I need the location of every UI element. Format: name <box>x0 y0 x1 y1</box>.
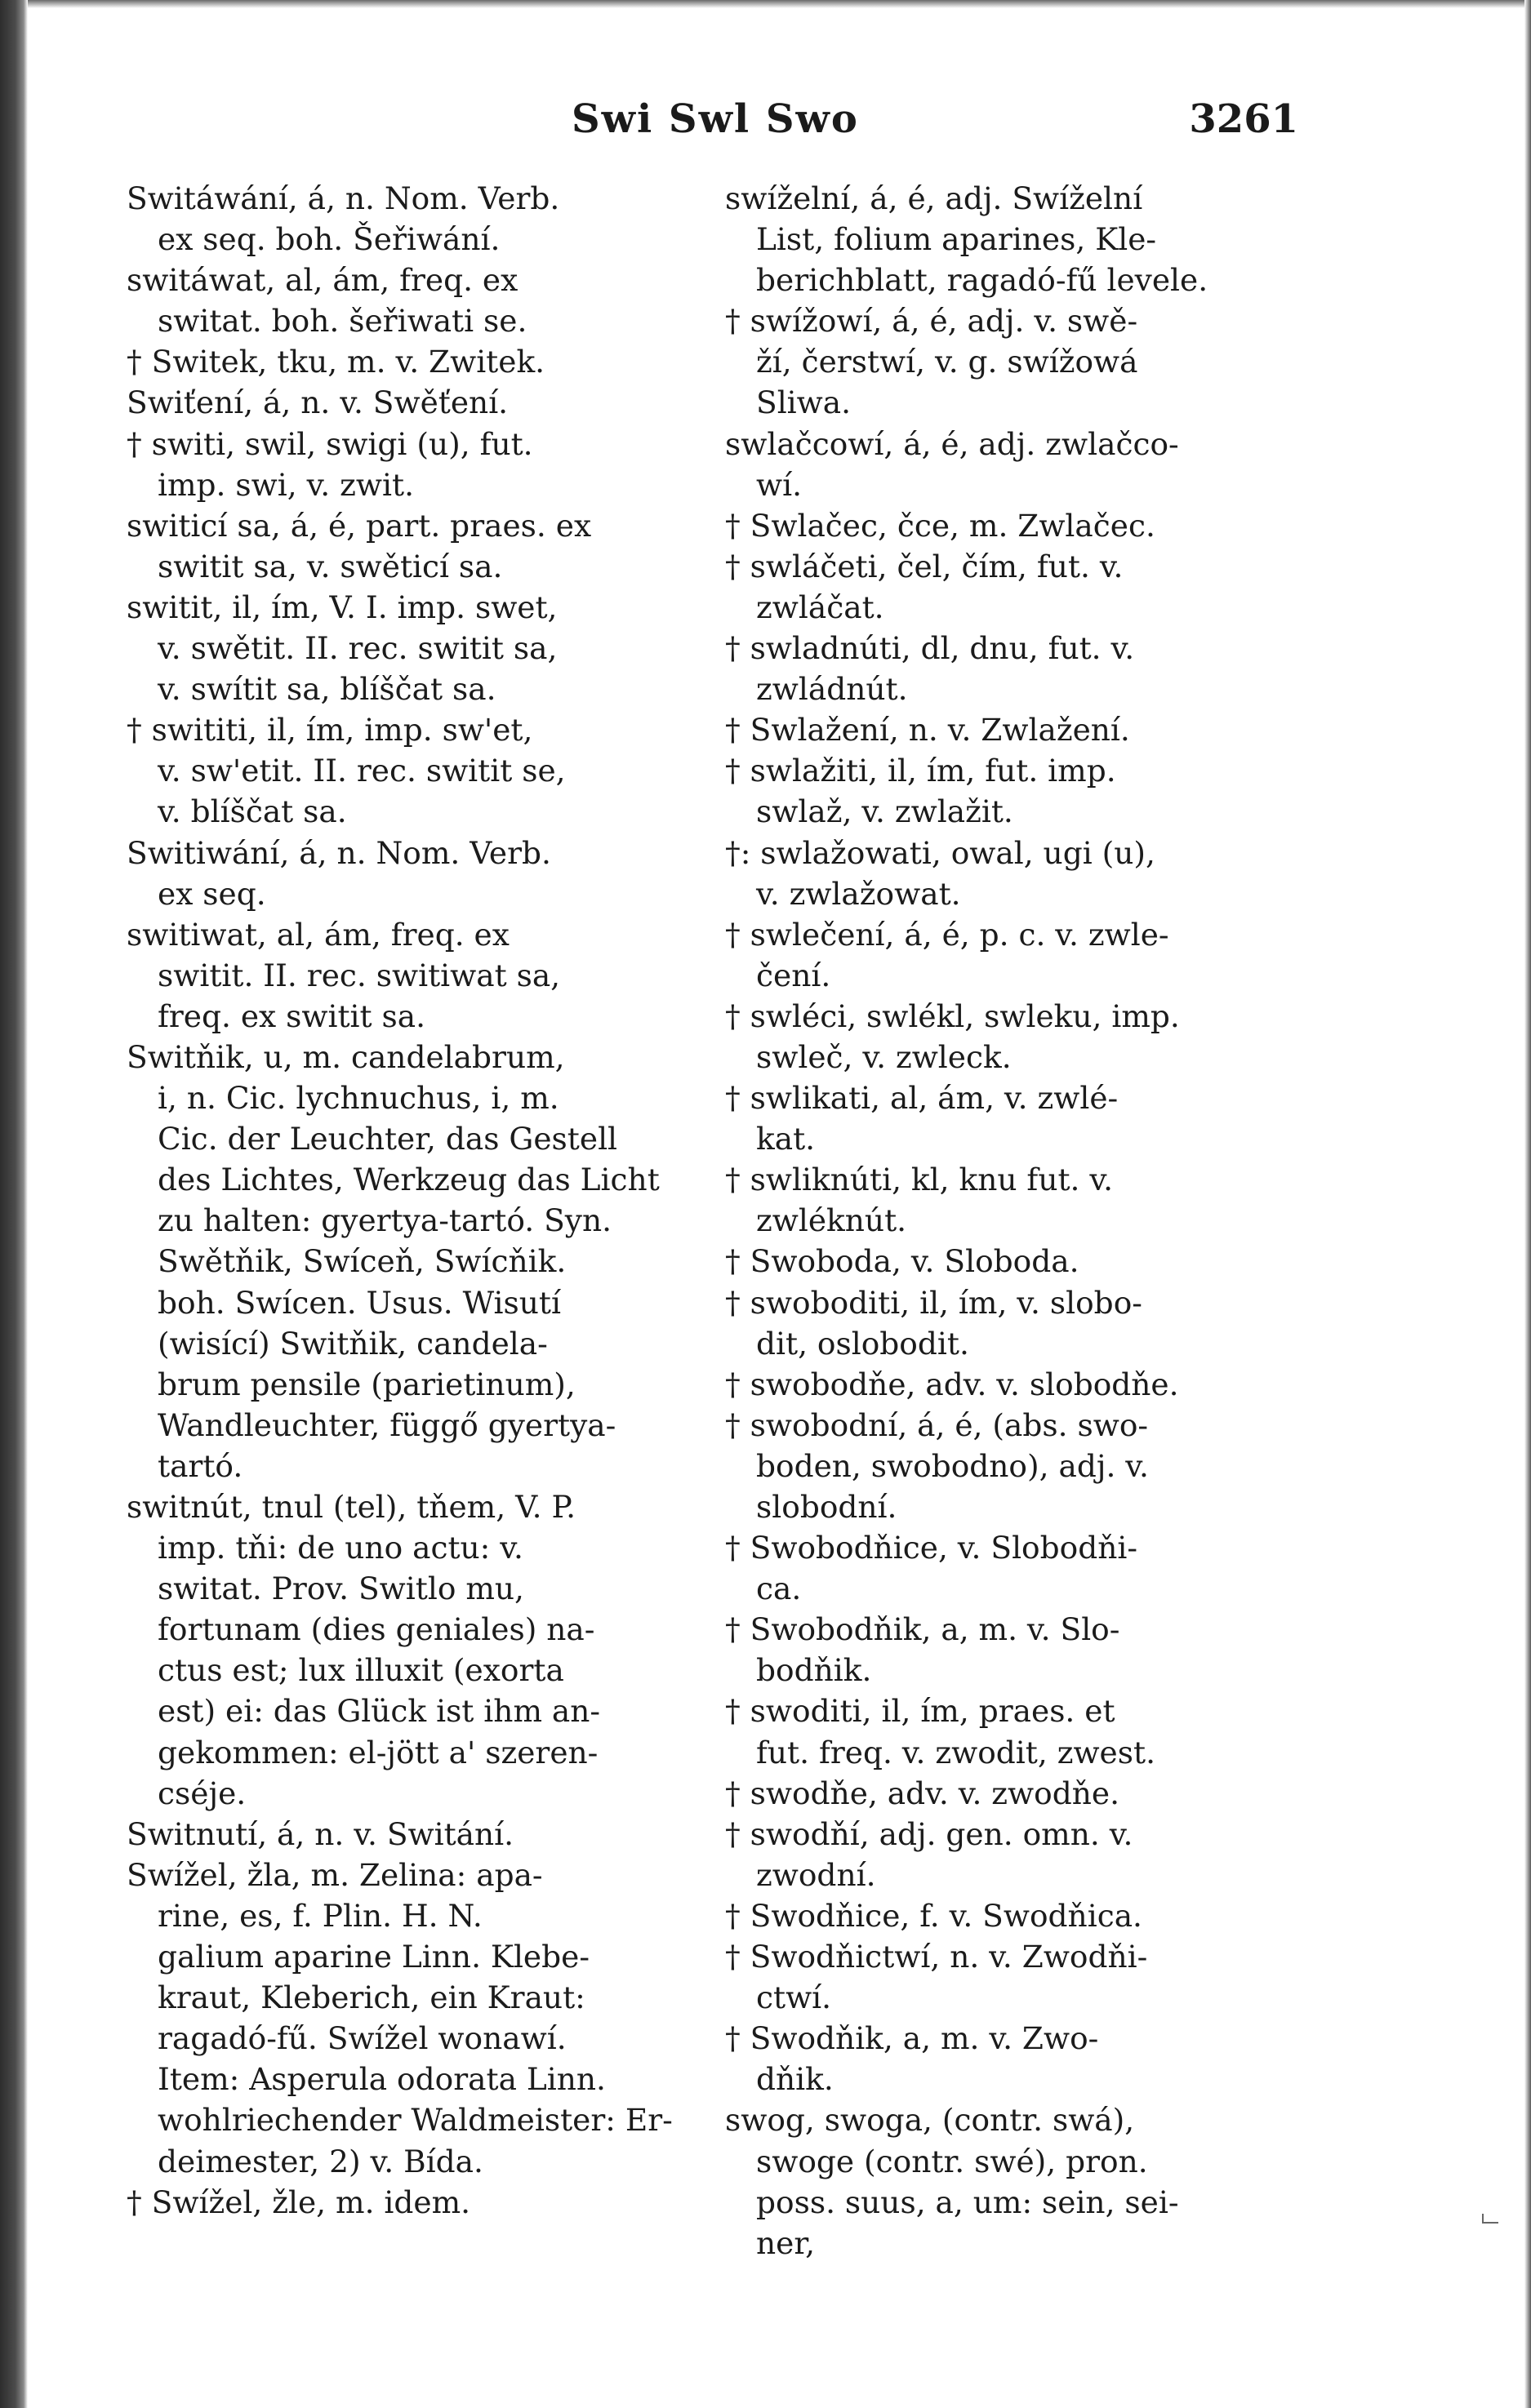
page-header <box>131 96 1298 153</box>
entry-line: Swětňik, Swíceň, Swícňik. <box>158 1243 567 1280</box>
entry-line: poss. suus, a, um: sein, sei- <box>756 2184 1179 2220</box>
entry-line: v. sw'etit. II. rec. switit se, <box>158 753 566 789</box>
entry-line: ex seq. boh. Šeřiwání. <box>158 221 501 258</box>
entry-line: boh. Swícen. Usus. Wisutí <box>158 1284 561 1321</box>
entry-line: † swoditi, il, ím, praes. et <box>725 1693 1115 1730</box>
entry-line: cséje. <box>158 1775 247 1811</box>
entry-line: † swititi, il, ím, imp. sw'et, <box>127 712 533 749</box>
entry-line: slobodní. <box>756 1489 897 1525</box>
entry-line: v. blíščat sa. <box>158 793 347 830</box>
entry-line: kat. <box>756 1121 816 1157</box>
page-number: 3261 <box>1189 96 1298 142</box>
entry-line: † swláčeti, čel, čím, fut. v. <box>725 548 1124 584</box>
scan-left-edge <box>0 0 28 2408</box>
entry-line: Switiwání, á, n. Nom. Verb. <box>127 834 551 871</box>
entry-line: ca. <box>756 1571 802 1607</box>
entry-line: † Swodňik, a, m. v. Zwo- <box>725 2020 1099 2057</box>
entry-line: boden, swobodno), adj. v. <box>756 1447 1149 1484</box>
entry-line: List, folium aparines, Kle- <box>756 221 1157 258</box>
entry-line: † swodňe, adv. v. zwodňe. <box>725 1775 1119 1811</box>
entry-line: switat. boh. šeřiwati se. <box>158 303 527 340</box>
entry-line: Swiťení, á, n. v. Swěťení. <box>127 384 509 421</box>
entry-line: † swlečení, á, é, p. c. v. zwle- <box>725 916 1169 953</box>
entry-line: gekommen: el-jött a' szeren- <box>158 1734 599 1770</box>
entry-line: †: swlažowati, owal, ugi (u), <box>725 834 1155 871</box>
entry-line: † swoboditi, il, ím, v. slobo- <box>725 1284 1142 1321</box>
entry-line: fut. freq. v. zwodit, zwest. <box>756 1734 1155 1770</box>
entry-line: tartó. <box>158 1447 243 1484</box>
entry-line: bodňik. <box>756 1652 872 1689</box>
entry-line: † swodňí, adj. gen. omn. v. <box>725 1815 1133 1852</box>
entry-line: zu halten: gyertya-tartó. Syn. <box>158 1202 612 1239</box>
entry-line: ctwí. <box>756 1979 832 2016</box>
entry-line: † swížowí, á, é, adj. v. swě- <box>725 303 1138 340</box>
entry-line: ex seq. <box>158 875 266 912</box>
entry-line: ží, čerstwí, v. g. swížowá <box>756 344 1138 380</box>
entry-line: switiwat, al, ám, freq. ex <box>127 916 510 953</box>
entry-line: switicí sa, á, é, part. praes. ex <box>127 507 592 544</box>
entry-line: switnút, tnul (tel), tňem, V. P. <box>127 1489 576 1525</box>
entry-line: čení. <box>756 957 831 993</box>
entry-line: ragadó-fű. Swížel wonawí. <box>158 2020 567 2057</box>
entry-line: swoge (contr. swé), pron. <box>756 2143 1148 2179</box>
entry-line: switit. II. rec. switiwat sa, <box>158 957 561 993</box>
entry-line: Sliwa. <box>756 384 852 421</box>
scan-corner-mark <box>1482 2214 1498 2224</box>
entry-line: ner, <box>756 2224 816 2261</box>
entry-line: freq. ex switit sa. <box>158 997 426 1034</box>
right-column <box>725 178 1313 2264</box>
entry-line: dňik. <box>756 2061 834 2098</box>
entry-line: † swliknúti, kl, knu fut. v. <box>725 1162 1114 1198</box>
entry-line: † Switek, tku, m. v. Zwitek. <box>127 344 545 380</box>
entry-line: switit, il, ím, V. I. imp. swet, <box>127 589 558 625</box>
entry-line: kraut, Kleberich, ein Kraut: <box>158 1979 585 2016</box>
entry-line: Switňik, u, m. candelabrum, <box>127 1038 565 1075</box>
left-column <box>127 178 714 2223</box>
entry-line: galium aparine Linn. Klebe- <box>158 1939 590 1975</box>
entry-line: Cic. der Leuchter, das Gestell <box>158 1121 618 1157</box>
running-head: Swi Swl Swo <box>572 96 859 142</box>
entry-line: swog, swoga, (contr. swá), <box>725 2102 1135 2139</box>
entry-line: i, n. Cic. lychnuchus, i, m. <box>158 1080 559 1117</box>
entry-line: † Swlažení, n. v. Zwlažení. <box>725 712 1130 749</box>
entry-line: swíželní, á, é, adj. Swíželní <box>725 180 1143 216</box>
entry-line: v. zwlažowat. <box>756 875 961 912</box>
entry-line: † Swodňictwí, n. v. Zwodňi- <box>725 1939 1148 1975</box>
entry-line: Wandleuchter, függő gyertya- <box>158 1406 616 1443</box>
entry-line: Item: Asperula odorata Linn. <box>158 2061 606 2098</box>
entry-line: swlačcowí, á, é, adj. zwlačco- <box>725 425 1179 462</box>
entry-line: † Swobodňik, a, m. v. Slo- <box>725 1611 1120 1648</box>
entry-line: zwodní. <box>756 1856 876 1893</box>
entry-line: rine, es, f. Plin. H. N. <box>158 1897 483 1934</box>
entry-line: † switi, swil, swigi (u), fut. <box>127 425 533 462</box>
entry-line: † swlikati, al, ám, v. zwlé- <box>725 1080 1119 1117</box>
entry-line: dit, oslobodit. <box>756 1325 969 1362</box>
entry-line: wohlriechender Waldmeister: Er- <box>158 2102 673 2139</box>
entry-line: imp. tňi: de uno actu: v. <box>158 1530 523 1566</box>
entry-line: swleč, v. zwleck. <box>756 1038 1012 1075</box>
entry-line: des Lichtes, Werkzeug das Licht <box>158 1162 660 1198</box>
entry-line: switat. Prov. Switlo mu, <box>158 1571 524 1607</box>
entry-line: † swléci, swlékl, swleku, imp. <box>725 997 1180 1034</box>
entry-line: † swladnúti, dl, dnu, fut. v. <box>725 630 1135 667</box>
entry-line: switit sa, v. swěticí sa. <box>158 548 503 584</box>
entry-line: † Swížel, žle, m. idem. <box>127 2184 471 2220</box>
entry-line: zwléknút. <box>756 1202 907 1239</box>
entry-line: swlaž, v. zwlažit. <box>756 793 1013 830</box>
entry-line: deimester, 2) v. Bída. <box>158 2143 483 2179</box>
scan-top-edge <box>0 0 1531 8</box>
entry-line: berichblatt, ragadó-fű levele. <box>756 262 1208 299</box>
entry-line: Switnutí, á, n. v. Switání. <box>127 1815 514 1852</box>
entry-line: v. swítit sa, blíščat sa. <box>158 671 496 708</box>
scan-right-edge <box>1524 0 1531 2408</box>
entry-line: † swlažiti, il, ím, fut. imp. <box>725 753 1116 789</box>
entry-line: Swížel, žla, m. Zelina: apa- <box>127 1856 543 1893</box>
entry-line: zwládnút. <box>756 671 908 708</box>
entry-line: † Swobodňice, v. Slobodňi- <box>725 1530 1138 1566</box>
entry-line: Switáwání, á, n. Nom. Verb. <box>127 180 560 216</box>
entry-line: † swobodňe, adv. v. slobodňe. <box>725 1366 1179 1402</box>
entry-line: imp. swi, v. zwit. <box>158 466 414 503</box>
entry-line: switáwat, al, ám, freq. ex <box>127 262 518 299</box>
entry-line: brum pensile (parietinum), <box>158 1366 576 1402</box>
entry-line: v. swětit. II. rec. switit sa, <box>158 630 558 667</box>
entry-line: wí. <box>756 466 803 503</box>
entry-line: est) ei: das Glück ist ihm an- <box>158 1693 601 1730</box>
entry-line: zwláčat. <box>756 589 884 625</box>
entry-line: ctus est; lux illuxit (exorta <box>158 1652 564 1689</box>
entry-line: † Swodňice, f. v. Swodňica. <box>725 1897 1142 1934</box>
entry-line: fortunam (dies geniales) na- <box>158 1611 595 1648</box>
entry-line: † swobodní, á, é, (abs. swo- <box>725 1406 1149 1443</box>
entry-line: † Swoboda, v. Sloboda. <box>725 1243 1079 1280</box>
entry-line: † Swlačec, čce, m. Zwlačec. <box>725 507 1155 544</box>
entry-line: (wisící) Switňik, candela- <box>158 1325 548 1362</box>
